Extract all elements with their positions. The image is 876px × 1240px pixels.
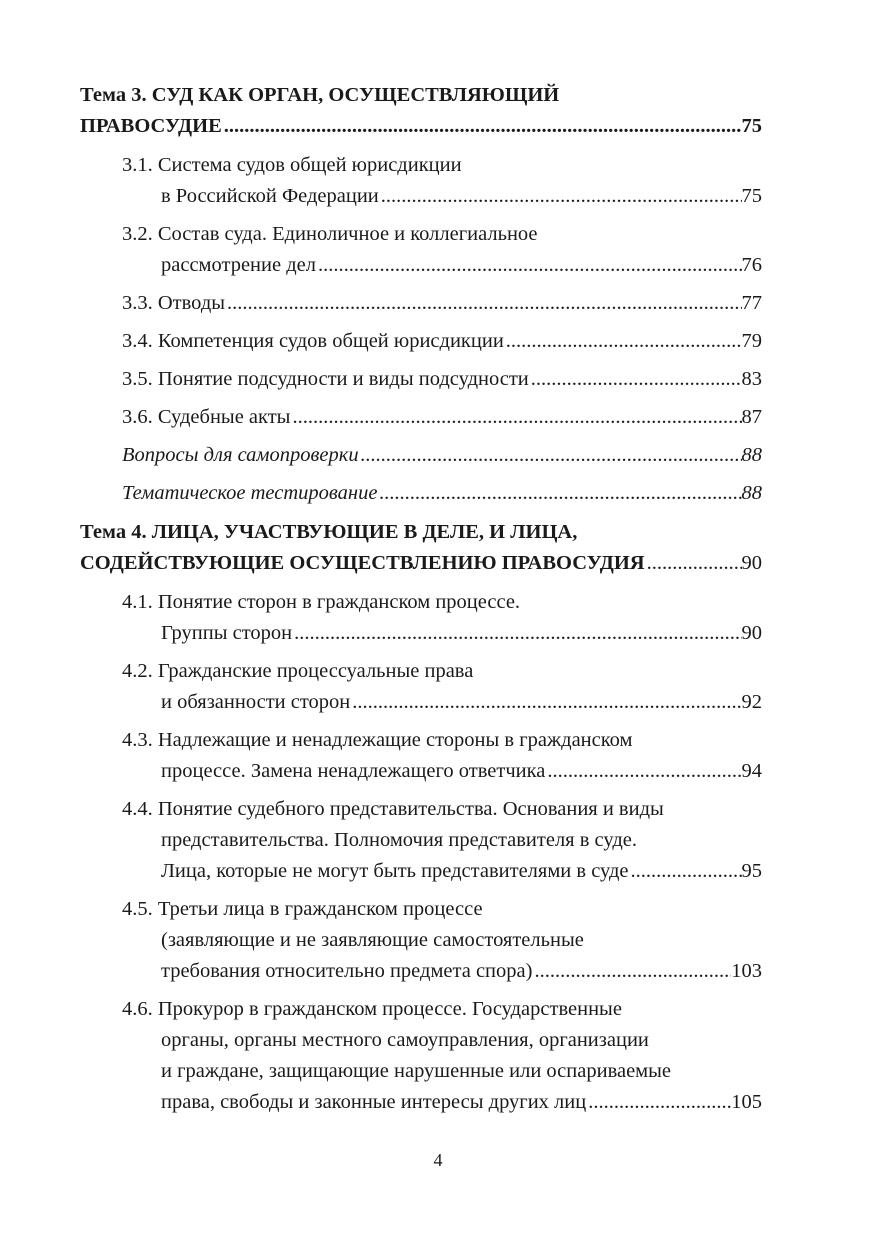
page-ref: 94 bbox=[741, 760, 762, 782]
dot-leader bbox=[381, 181, 742, 212]
toc-entry-4-2 bbox=[80, 656, 762, 718]
toc-entry-4-4 bbox=[80, 794, 762, 887]
entry-text: 3.6. Судебные акты bbox=[122, 406, 291, 428]
entry-text: права, свободы и законные интересы других лиц bbox=[161, 1091, 587, 1113]
page-ref: 90 bbox=[741, 622, 762, 644]
topic-title-line: Тема 4. ЛИЦА, УЧАСТВУЮЩИЕ В ДЕЛЕ, И ЛИЦА, bbox=[80, 521, 578, 543]
entry-text: рассмотрение дел bbox=[161, 254, 316, 276]
topic-3-heading bbox=[80, 80, 762, 142]
entry-text: 3.1. Система судов общей юрисдикции bbox=[122, 154, 462, 176]
dot-leader bbox=[588, 1087, 731, 1118]
page-ref: 75 bbox=[741, 185, 762, 207]
entry-text: 3.4. Компетенция судов общей юрисдикции bbox=[122, 330, 504, 352]
page-ref: 90 bbox=[741, 552, 762, 574]
page-ref: 77 bbox=[741, 292, 762, 314]
entry-text: (заявляющие и не заявляющие самостоятельные bbox=[161, 929, 584, 951]
dot-leader bbox=[547, 756, 741, 787]
toc-entry-3-6 bbox=[80, 402, 762, 433]
dot-leader bbox=[379, 478, 741, 509]
page-ref: 88 bbox=[741, 482, 762, 504]
toc-entry-3-5 bbox=[80, 364, 762, 395]
entry-text: 3.2. Состав суда. Единоличное и коллегиальное bbox=[122, 223, 538, 245]
dot-leader bbox=[227, 288, 741, 319]
dot-leader bbox=[294, 618, 741, 649]
entry-text: 4.5. Третьи лица в гражданском процессе bbox=[122, 898, 483, 920]
page-ref: 95 bbox=[741, 860, 762, 882]
toc-entry-4-5 bbox=[80, 894, 762, 987]
entry-text: в Российской Федерации bbox=[161, 185, 379, 207]
entry-text: и обязанности сторон bbox=[161, 691, 351, 713]
entry-text: 4.4. Понятие судебного представительства. Основания и виды bbox=[122, 798, 664, 820]
table-of-contents bbox=[80, 80, 762, 1125]
toc-entry-3-4 bbox=[80, 326, 762, 357]
toc-entry-4-6 bbox=[80, 994, 762, 1118]
page-ref: 87 bbox=[741, 406, 762, 428]
page-number: 4 bbox=[433, 1150, 443, 1170]
toc-entry-3-3 bbox=[80, 288, 762, 319]
page-ref: 88 bbox=[741, 444, 762, 466]
page-ref: 79 bbox=[741, 330, 762, 352]
entry-text: 4.3. Надлежащие и ненадлежащие стороны в гражданском bbox=[122, 729, 633, 751]
dot-leader bbox=[506, 326, 742, 357]
dot-leader bbox=[631, 856, 742, 887]
entry-text: Группы сторон bbox=[161, 622, 293, 644]
page-ref: 75 bbox=[741, 115, 762, 137]
page-ref: 105 bbox=[731, 1091, 762, 1113]
dot-leader bbox=[361, 440, 742, 471]
toc-entry-3-testing bbox=[80, 478, 762, 509]
entry-text: Лица, которые не могут быть представителями в суде bbox=[161, 860, 629, 882]
topic-title-line: Тема 3. СУД КАК ОРГАН, ОСУЩЕСТВЛЯЮЩИЙ bbox=[80, 84, 560, 106]
page-ref: 92 bbox=[741, 691, 762, 713]
entry-text: 3.3. Отводы bbox=[122, 292, 226, 314]
toc-entry-4-1 bbox=[80, 587, 762, 649]
dot-leader bbox=[534, 956, 731, 987]
dot-leader bbox=[352, 687, 741, 718]
entry-text: 3.5. Понятие подсудности и виды подсудности bbox=[122, 368, 529, 390]
toc-entry-3-1 bbox=[80, 150, 762, 212]
dot-leader bbox=[224, 111, 742, 142]
page-ref: 103 bbox=[731, 960, 762, 982]
entry-text: процессе. Замена ненадлежащего ответчика bbox=[161, 760, 546, 782]
entry-text: органы, органы местного самоуправления, организации bbox=[161, 1029, 649, 1051]
entry-text: требования относительно предмета спора) bbox=[161, 960, 533, 982]
entry-text: 4.2. Гражданские процессуальные права bbox=[122, 660, 474, 682]
page-ref: 83 bbox=[741, 368, 762, 390]
topic-title-line: СОДЕЙСТВУЮЩИЕ ОСУЩЕСТВЛЕНИЮ ПРАВОСУДИЯ bbox=[80, 552, 645, 574]
dot-leader bbox=[647, 548, 742, 579]
entry-text: 4.1. Понятие сторон в гражданском процессе. bbox=[122, 591, 521, 613]
dot-leader bbox=[318, 250, 742, 281]
toc-entry-3-questions bbox=[80, 440, 762, 471]
entry-text: Вопросы для самопроверки bbox=[122, 444, 359, 466]
entry-text: Тематическое тестирование bbox=[122, 482, 378, 504]
entry-text: представительства. Полномочия представителя в суде. bbox=[161, 829, 637, 851]
entry-text: и граждане, защищающие нарушенные или оспариваемые bbox=[161, 1060, 672, 1082]
dot-leader bbox=[531, 364, 742, 395]
toc-entry-4-3 bbox=[80, 725, 762, 787]
entry-text: 4.6. Прокурор в гражданском процессе. Государственные bbox=[122, 998, 622, 1020]
dot-leader bbox=[292, 402, 741, 433]
topic-4-heading bbox=[80, 517, 762, 579]
toc-entry-3-2 bbox=[80, 219, 762, 281]
page-ref: 76 bbox=[741, 254, 762, 276]
topic-title-line: ПРАВОСУДИЕ bbox=[80, 115, 222, 137]
